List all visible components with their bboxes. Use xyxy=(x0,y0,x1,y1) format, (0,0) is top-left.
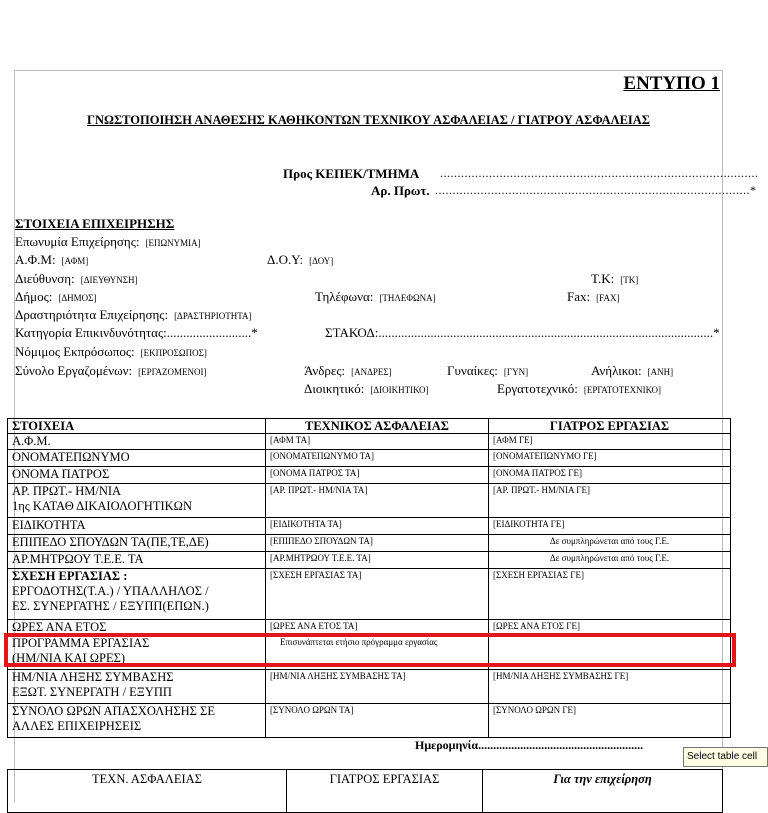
fax-row: Fax: [FAX] xyxy=(567,289,620,304)
stakod-row[interactable]: ΣΤΑΚΟΔ:.......................................................................................................* xyxy=(325,325,720,340)
address-row: Διεύθυνση: [ΔΙΕΥΘΥΝΣΗ] xyxy=(15,271,138,286)
afm-field[interactable]: [ΑΦΜ] xyxy=(61,256,89,266)
business-name-row: Επωνυμία Επιχείρησης: [ΕΠΩΝΥΜΙΑ] xyxy=(15,234,201,249)
selection-highlight-box xyxy=(4,633,736,667)
activity-field[interactable]: [ΔΡΑΣΤΗΡΙΟΤΗΤΑ] xyxy=(174,311,252,321)
table-row: ΟΝΟΜΑΤΕΠΩΝΥΜΟ [ΟΝΟΜΑΤΕΠΩΝΥΜΟ ΤΑ] [ΟΝΟΜΑΤΕΠΩΝΥΜΟ ΓΕ] xyxy=(8,450,731,467)
table-row: ΑΡ.ΜΗΤΡΩΟΥ Τ.Ε.Ε. ΤΑ [ΑΡ.ΜΗΤΡΩΟΥ Τ.Ε.Ε. ΤΑ] Δε συμπληρώνεται από τους Γ.Ε. xyxy=(8,552,731,569)
doy-row: Δ.Ο.Υ: [ΔΟΥ] xyxy=(267,252,334,267)
representative-field[interactable]: [ΕΚΠΡΟΣΩΠΟΣ] xyxy=(140,348,207,358)
business-name-field[interactable]: [ΕΠΩΝΥΜΙΑ] xyxy=(145,238,201,248)
header-cell-safety-tech[interactable]: ΤΕΧΝΙΚΟΣ ΑΣΦΑΛΕΙΑΣ xyxy=(266,419,489,434)
form-number: ΕΝΤΥΠΟ 1 xyxy=(623,73,720,94)
technical-staff-field[interactable]: [ΕΡΓΑΤΟΤΕΧΝΙΚΟ] xyxy=(583,385,661,395)
recipient-dots[interactable]: ........................................................................................... xyxy=(440,166,759,180)
document-title: ΓΝΩΣΤΟΠΟΙΗΣΗ ΑΝΑΘΕΣΗΣ ΚΑΘΗΚΟΝΤΩΝ ΤΕΧΝΙΚΟΥ ΑΣΦΑΛΕΙΑΣ / ΓΙΑΤΡΟΥ ΑΣΦΑΛΕΙΑΣ xyxy=(87,113,650,127)
doy-field[interactable]: [ΔΟΥ] xyxy=(309,256,334,266)
tk-field[interactable]: [ΤΚ] xyxy=(620,275,639,285)
date-line[interactable]: Ημερομηνία....................................................... xyxy=(415,738,644,752)
protocol-label: Αρ. Πρωτ. xyxy=(371,183,430,198)
representative-row: Νόμιμος Εκπρόσωπος: [ΕΚΠΡΟΣΩΠΟΣ] xyxy=(15,344,207,359)
table-row: ΣΥΝΟΛΟ ΩΡΩΝ ΑΠΑΣΧΟΛΗΣΗΣ ΣΕ ΑΛΛΕΣ ΕΠΙΧΕΙΡΗΣΕΙΣ [ΣΥΝΟΛΟ ΩΡΩΝ ΤΑ] [ΣΥΝΟΛΟ ΩΡΩΝ ΓΕ] xyxy=(8,704,731,738)
table-header-row xyxy=(8,419,731,434)
table-row: ΑΡ. ΠΡΩΤ.- ΗΜ/ΝΙΑ 1ης ΚΑΤΑΘ ΔΙΚΑΙΟΛΟΓΗΤΙΚΩΝ [ΑΡ. ΠΡΩΤ.- ΗΜ/ΝΙΑ ΤΑ] [ΑΡ. ΠΡΩΤ.- ΗΜ/ΝΙΑ ΓΕ] xyxy=(8,484,731,518)
activity-row: Δραστηριότητα Επιχείρησης: [ΔΡΑΣΤΗΡΙΟΤΗΤΑ] xyxy=(15,307,252,322)
women-field[interactable]: [ΓΥΝ] xyxy=(503,367,529,377)
signature-row xyxy=(8,770,723,813)
men-field[interactable]: [ΑΝΔΡΕΣ] xyxy=(351,367,392,377)
table-row: ΕΙΔΙΚΟΤΗΤΑ [ΕΙΔΙΚΟΤΗΤΑ ΤΑ] [ΕΙΔΙΚΟΤΗΤΑ ΓΕ] xyxy=(8,518,731,535)
municipality-field[interactable]: [ΔΗΜΟΣ] xyxy=(58,293,97,303)
table-row: Α.Φ.Μ. [ΑΦΜ ΤΑ] [ΑΦΜ ΓΕ] xyxy=(8,434,731,450)
table-row: ΩΡΕΣ ΑΝΑ ΕΤΟΣ [ΩΡΕΣ ΑΝΑ ΕΤΟΣ ΤΑ] [ΩΡΕΣ ΑΝΑ ΕΤΟΣ ΓΕ] xyxy=(8,620,731,636)
recipient-label: Προς ΚΕΠΕΚ/ΤΜΗΜΑ xyxy=(283,166,420,181)
women-row: Γυναίκες: [ΓΥΝ] xyxy=(447,363,529,378)
table-row: ΗΜ/ΝΙΑ ΛΗΞΗΣ ΣΥΜΒΑΣΗΣ ΕΞΩΤ. ΣΥΝΕΡΓΑΤΗ / ΕΞΥΠΠ [ΗΜ/ΝΙΑ ΛΗΞΗΣ ΣΥΜΒΑΣΗΣ ΤΑ] [ΗΜ/ΝΙΑ ΛΗΞΗΣ ΣΥΜΒΑΣΗΣ ΓΕ] xyxy=(8,670,731,704)
business-heading: ΣΤΟΙΧΕΙΑ ΕΠΙΧΕΙΡΗΣΗΣ xyxy=(15,216,175,231)
signature-safety-tech[interactable]: ΤΕΧΝ. ΑΣΦΑΛΕΙΑΣ xyxy=(8,770,287,813)
risk-category-row[interactable]: Κατηγορία Επικινδυνότητας:..........................* xyxy=(15,325,258,340)
protocol-dots[interactable]: ..........................................................................................* xyxy=(435,183,757,197)
employees-row: Σύνολο Εργαζομένων: [ΕΡΓΑΖΟΜΕΝΟΙ] xyxy=(15,363,207,378)
signature-table xyxy=(7,769,723,813)
tooltip: Select table cell xyxy=(683,747,768,767)
table-row: ΕΠΙΠΕΔΟ ΣΠΟΥΔΩΝ ΤΑ(ΠΕ,ΤΕ,ΔΕ) [ΕΠΙΠΕΔΟ ΣΠΟΥΔΩΝ ΤΑ] Δε συμπληρώνεται από τους Γ.Ε. xyxy=(8,535,731,552)
table-row: ΣΧΕΣΗ ΕΡΓΑΣΙΑΣ : ΕΡΓΟΔΟΤΗΣ(Τ.Α.) / ΥΠΑΛΛΗΛΟΣ / ΕΣ. ΣΥΝΕΡΓΑΤΗΣ / ΕΞΥΠΠ(ΕΠΩΝ.) [ΣΧΕΣΗ ΕΡΓΑΣΙΑΣ ΤΑ] [ΣΧΕΣΗ ΕΡΓΑΣΙΑΣ ΓΕ] xyxy=(8,569,731,620)
men-row: Άνδρες: [ΑΝΔΡΕΣ] xyxy=(304,363,392,378)
minors-field[interactable]: [ΑΝΗ] xyxy=(647,367,674,377)
address-field[interactable]: [ΔΙΕΥΘΥΝΣΗ] xyxy=(80,275,138,285)
phone-field[interactable]: [ΤΗΛΕΦΩΝΑ] xyxy=(379,293,436,303)
signature-doctor[interactable]: ΓΙΑΤΡΟΣ ΕΡΓΑΣΙΑΣ xyxy=(287,770,483,813)
document-page xyxy=(12,70,759,803)
fax-field[interactable]: [FAX] xyxy=(596,293,620,303)
header-cell-doctor[interactable]: ΓΙΑΤΡΟΣ ΕΡΓΑΣΙΑΣ xyxy=(489,419,731,434)
header-cell-details[interactable]: ΣΤΟΙΧΕΙΑ xyxy=(8,419,266,434)
signature-business[interactable]: Για την επιχείρηση xyxy=(483,770,723,813)
municipality-row: Δήμος: [ΔΗΜΟΣ] xyxy=(15,289,97,304)
afm-row: Α.Φ.Μ: [ΑΦΜ] xyxy=(15,252,89,267)
tk-row: Τ.Κ: [ΤΚ] xyxy=(591,271,639,286)
phone-row: Τηλέφωνα: [ΤΗΛΕΦΩΝΑ] xyxy=(315,289,436,304)
admin-staff-field[interactable]: [ΔΙΟΙΚΗΤΙΚΟ] xyxy=(370,385,429,395)
staff-table xyxy=(7,418,731,738)
employees-field[interactable]: [ΕΡΓΑΖΟΜΕΝΟΙ] xyxy=(138,367,207,377)
minors-row: Ανήλικοι: [ΑΝΗ] xyxy=(591,363,674,378)
admin-staff-row: Διοικητικό: [ΔΙΟΙΚΗΤΙΚΟ] xyxy=(304,381,429,396)
table-row: ΟΝΟΜΑ ΠΑΤΡΟΣ [ΟΝΟΜΑ ΠΑΤΡΟΣ ΤΑ] [ΟΝΟΜΑ ΠΑΤΡΟΣ ΓΕ] xyxy=(8,467,731,484)
table-row-work-schedule: ΠΡΟΓΡΑΜΜΑ ΕΡΓΑΣΙΑΣ (ΗΜ/ΝΙΑ ΚΑΙ ΩΡΕΣ) Επισυνάπτεται ετήσιο πρόγραμμα εργασίας xyxy=(8,636,731,670)
technical-staff-row: Εργατοτεχνικό: [ΕΡΓΑΤΟΤΕΧΝΙΚΟ] xyxy=(497,381,661,396)
